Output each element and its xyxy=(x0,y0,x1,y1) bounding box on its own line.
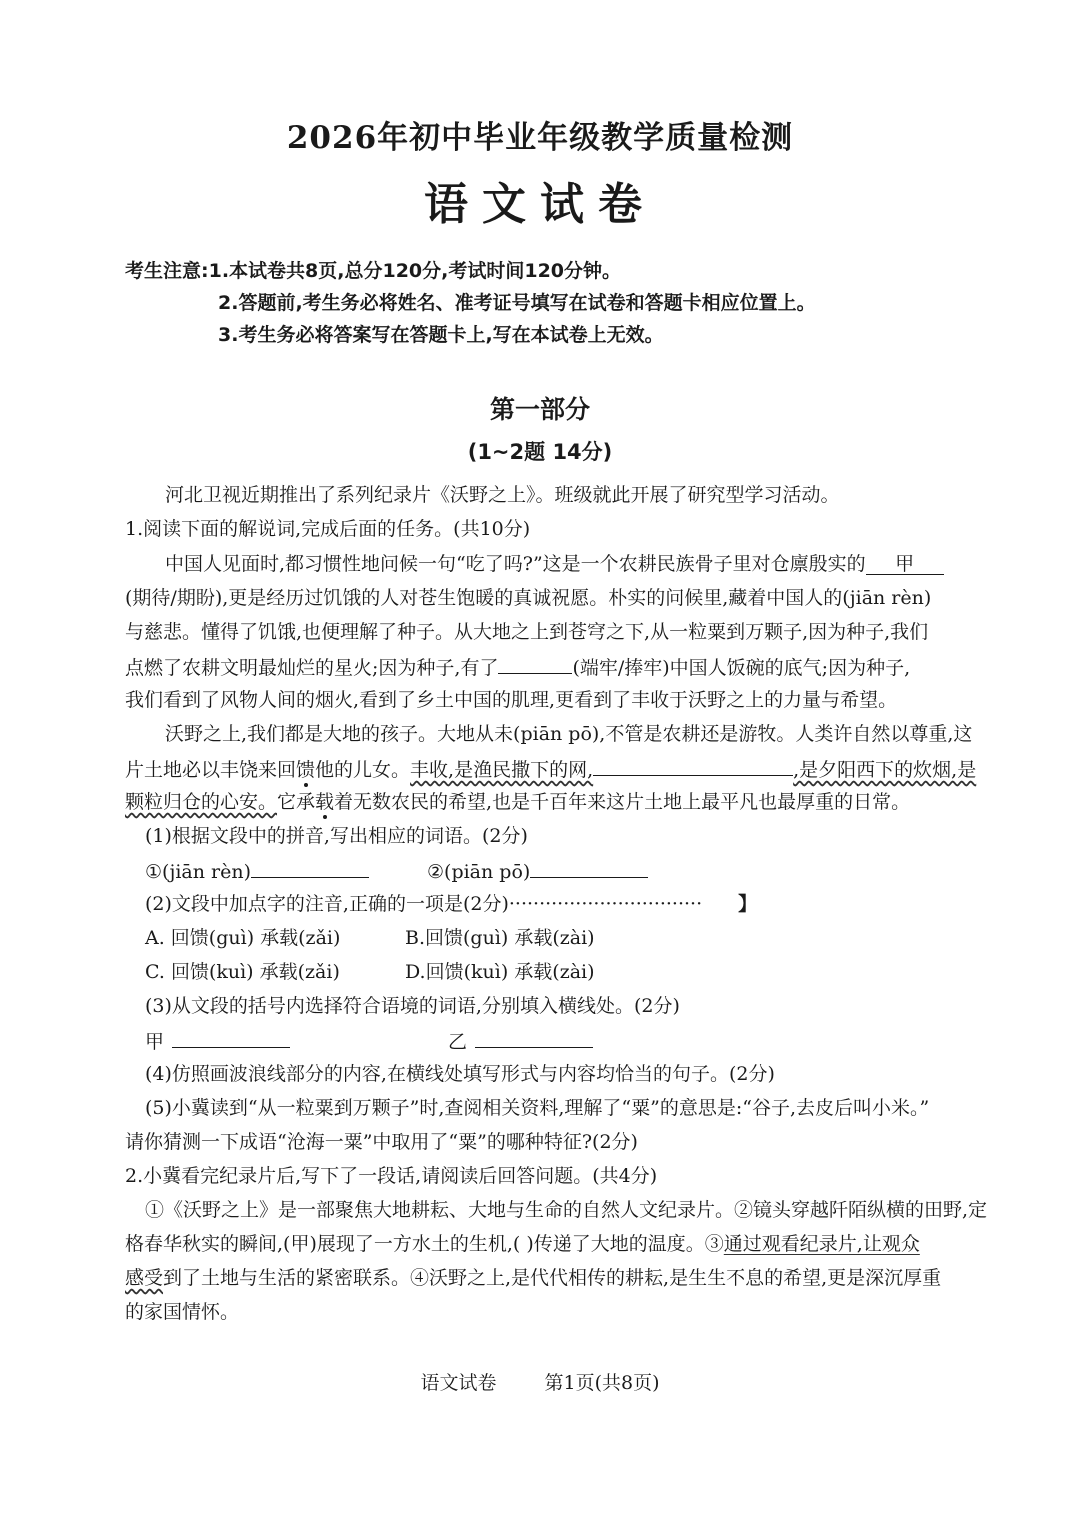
subject-title: 语文试卷 xyxy=(424,179,656,230)
dotted-char-zai: 载 xyxy=(315,791,335,813)
option-d: D.回馈(kuì) 承载(zài) xyxy=(405,961,595,983)
q1-p1-line-1: 中国人见面时,都习惯性地问候一句“吃了吗?”这是一个农耕民族骨子里对仓廪殷实的 甲 xyxy=(165,551,944,577)
notice-lead: 考生注意: xyxy=(125,260,209,282)
q1-sub1: (1)根据文段中的拼音,写出相应的词语。(2分) xyxy=(145,825,528,847)
answer-blank-1 xyxy=(251,857,369,878)
dotted-char-kui: 馈 xyxy=(296,759,316,781)
option-c: C. 回馈(kuì) 承载(zǎi) xyxy=(145,961,340,983)
blank-jia: 甲 xyxy=(866,554,944,575)
intro-text: 河北卫视近期推出了系列纪录片《沃野之上》。班级就此开展了研究型学习活动。 xyxy=(165,484,840,506)
wavy-text-3: 颗粒归仓的心安。 xyxy=(125,791,278,813)
notice-line-1 xyxy=(125,256,621,283)
notice-item-2: 2.答题前,考生务必将姓名、准考证号填写在试卷和答题卡相应位置上。 xyxy=(218,292,816,314)
answer-blank-jia xyxy=(172,1027,290,1048)
q1-p1-line-3: 与慈悲。懂得了饥饿,也便理解了种子。从大地之上到苍穹之下,从一粒粟到万颗子,因为种子,我们 xyxy=(125,621,929,643)
q2-line-3: 感受到了土地与生活的紧密联系。④沃野之上,是代代相传的耕耘,是生生不息的希望,更是深沉厚重 xyxy=(125,1267,942,1289)
notice-item-3: 3.考生务必将答案写在答题卡上,写在本试卷上无效。 xyxy=(218,324,664,346)
q1-sub3: (3)从文段的括号内选择符合语境的词语,分别填入横线处。(2分) xyxy=(145,995,680,1017)
q1-p1-line-5: 我们看到了风物人间的烟火,看到了乡土中国的肌理,更看到了丰收于沃野之上的力量与希望。 xyxy=(125,689,898,711)
q1-p2-line-1: 沃野之上,我们都是大地的孩子。大地从未(piān pō),不管是农耕还是游牧。人类许自然以尊重,这 xyxy=(165,723,973,745)
q2-line-2: 格春华秋实的瞬间,(甲)展现了一方水土的生机,( )传递了大地的温度。③通过观看纪录片,让观众 xyxy=(125,1233,920,1255)
q2-line-4: 的家国情怀。 xyxy=(125,1301,240,1323)
answer-bracket: 】 xyxy=(738,893,758,915)
q1-p2-line-3: 颗粒归仓的心安。它承载着无数农民的希望,也是千百年来这片土地上最平凡也最厚重的日常。 xyxy=(125,791,911,813)
part-title: 第一部分 xyxy=(489,395,590,424)
q1-stem: 1.阅读下面的解说词,完成后面的任务。(共10分) xyxy=(125,518,531,540)
answer-blank-yi xyxy=(475,1027,593,1048)
footer-subject: 语文试卷 xyxy=(420,1372,497,1394)
exam-title: 2026年初中毕业年级教学质量检测 xyxy=(286,120,794,156)
blank-yi xyxy=(498,653,572,674)
answer-blank-2 xyxy=(530,857,648,878)
q2-stem: 2.小冀看完纪录片后,写下了一段话,请阅读后回答问题。(共4分) xyxy=(125,1165,658,1187)
q1-sub2: (2)文段中加点字的注音,正确的一项是(2分)································ 】 xyxy=(145,893,758,915)
q1-sub1-answers: ①(jiān rèn) ②(piān pō) xyxy=(145,857,648,885)
q1-p1-line-2: (期待/期盼),更是经历过饥饿的人对苍生饱暖的真诚祝愿。朴实的问候里,藏着中国人的(jiān rèn) xyxy=(125,587,932,609)
wavy-text-1: 丰收,是渔民撒下的网, xyxy=(410,759,594,781)
option-a: A. 回馈(guì) 承载(zǎi) xyxy=(145,927,341,949)
footer-page-number: 第1页(共8页) xyxy=(544,1372,660,1394)
q1-p1-line-4: 点燃了农耕文明最灿烂的星火;因为种子,有了 (端牢/捧牢)中国人饭碗的底气;因为种子, xyxy=(125,653,910,681)
page-footer xyxy=(0,1368,1080,1395)
wavy-text-2: ,是夕阳西下的炊烟,是 xyxy=(793,759,977,781)
part-subtitle: (1~2题 14分) xyxy=(467,440,613,464)
q1-sub5-line-1: (5)小冀读到“从一粒粟到万颗子”时,查阅相关资料,理解了“粟”的意思是:“谷子,去皮后叫小米。” xyxy=(145,1097,930,1119)
q2-line-1: ①《沃野之上》是一部聚焦大地耕耘、大地与生命的自然人文纪录片。②镜头穿越阡陌纵横的田野,定 xyxy=(145,1199,988,1221)
underlined-sentence: 通过观看纪录片,让观众 xyxy=(723,1233,920,1255)
option-b: B.回馈(guì) 承载(zài) xyxy=(405,927,595,949)
notice-item-1: 1.本试卷共8页,总分120分,考试时间120分钟。 xyxy=(208,260,622,282)
q1-sub4: (4)仿照画波浪线部分的内容,在横线处填写形式与内容均恰当的句子。(2分) xyxy=(145,1063,775,1085)
q1-sub5-line-2: 请你猜测一下成语“沧海一粟”中取用了“粟”的哪种特征?(2分) xyxy=(125,1131,638,1153)
blank-imitate xyxy=(593,755,793,776)
q1-sub3-answers: 甲 乙 xyxy=(145,1027,593,1055)
q1-p2-line-2: 片土地必以丰饶来回馈他的儿女。丰收,是渔民撒下的网, ,是夕阳西下的炊烟,是 xyxy=(125,755,976,783)
underlined-word: 感受 xyxy=(125,1267,164,1289)
